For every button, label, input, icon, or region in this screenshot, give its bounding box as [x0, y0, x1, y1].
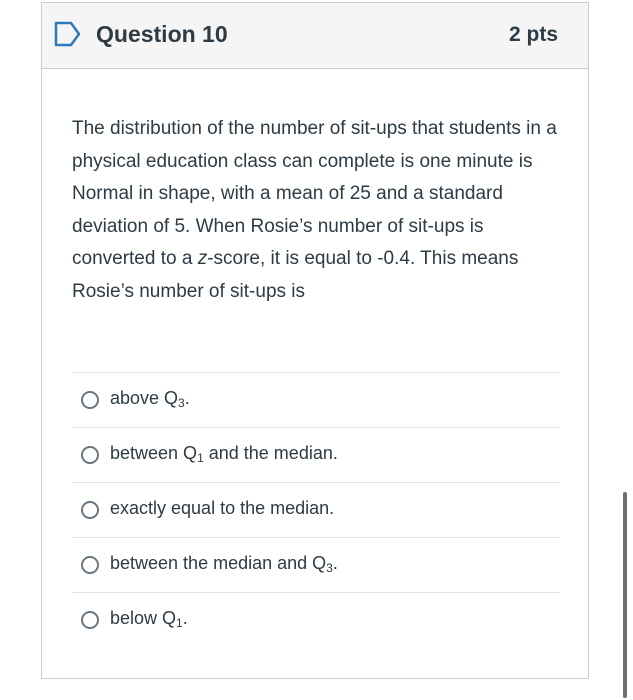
answer-label[interactable]: between $Q_1$ and the median.: [110, 443, 338, 465]
answer-label[interactable]: below $Q_1$.: [110, 608, 188, 630]
radio-button[interactable]: [81, 556, 99, 574]
answer-option[interactable]: [72, 483, 560, 538]
question-card: [41, 2, 589, 679]
radio-button[interactable]: [81, 611, 99, 629]
answer-option[interactable]: [72, 428, 560, 483]
radio-button[interactable]: [81, 391, 99, 409]
answer-option[interactable]: [72, 373, 560, 428]
question-title: Question 10: [96, 21, 228, 47]
answer-label[interactable]: above $Q_3$.: [110, 388, 190, 410]
question-text-z: z: [197, 248, 208, 269]
answer-label[interactable]: exactly equal to the median.: [110, 498, 335, 518]
answer-option[interactable]: [72, 538, 560, 593]
radio-button[interactable]: [81, 501, 99, 519]
radio-button[interactable]: [81, 446, 99, 464]
bookmark-flag-icon[interactable]: [54, 21, 82, 47]
answer-option[interactable]: [72, 593, 560, 648]
question-text-part2: -score, it is equal to -0.4. This means Rosie’s number of sit-ups is: [72, 248, 519, 302]
answer-list: [72, 372, 560, 648]
question-text-part1: The distribution of the number of sit-ups that students in a physical education class can complete is one minute is Normal in shape, with a mean of 25 and a standard deviation of 5. When Rosie’s number of sit-ups is converted to a: [72, 118, 557, 269]
scrollbar[interactable]: [623, 492, 627, 698]
question-header: [42, 3, 588, 69]
answer-label[interactable]: between the median and $Q_3$.: [110, 553, 338, 575]
question-points: 2 pts: [508, 23, 558, 46]
question-text: [72, 113, 562, 308]
